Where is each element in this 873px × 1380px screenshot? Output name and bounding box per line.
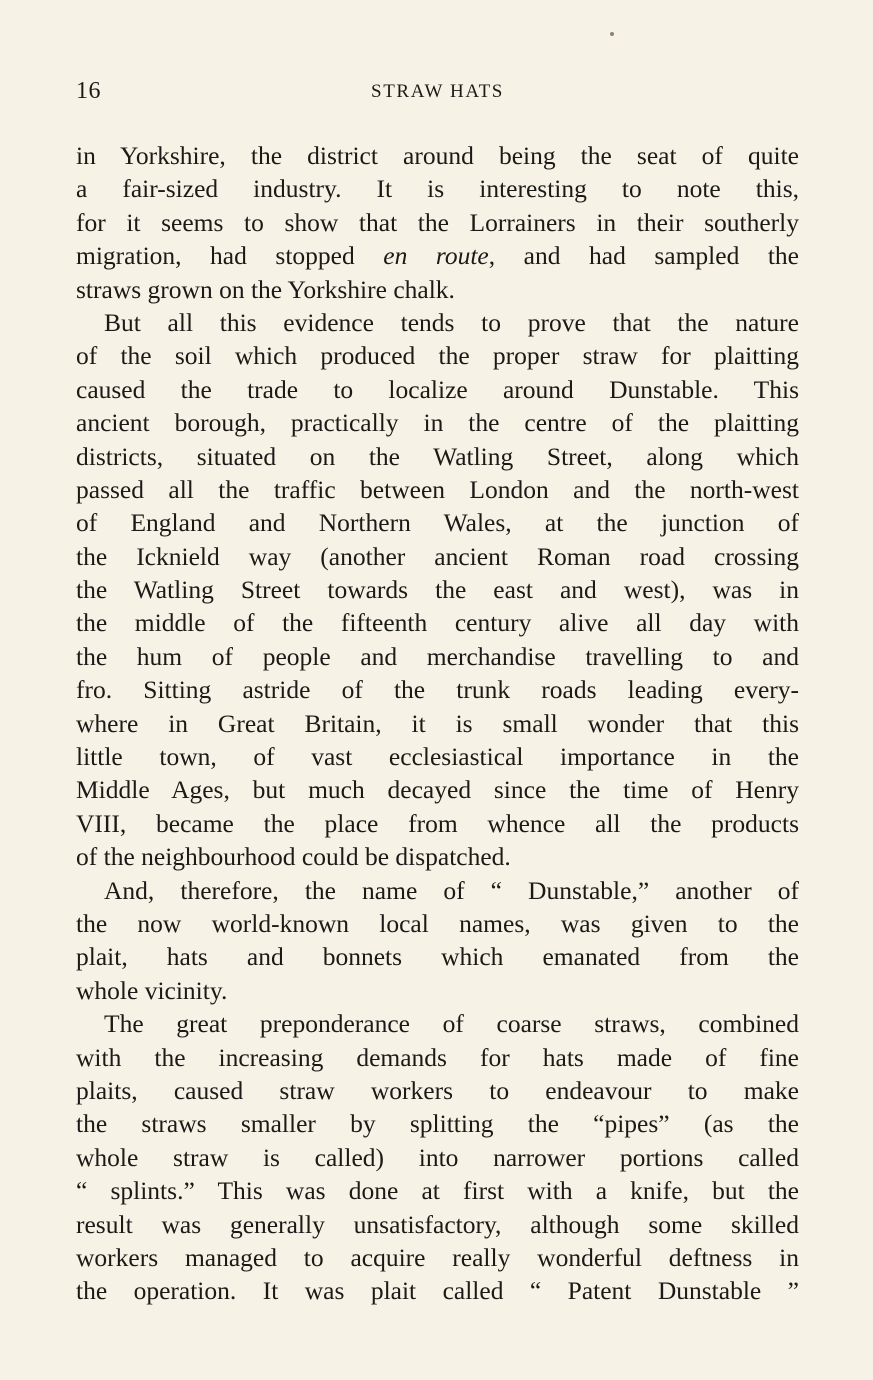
body-text <box>76 139 799 1308</box>
text-line: fro. Sitting astride of the trunk roads leading every- <box>76 675 799 705</box>
text-line: the straws smaller by splitting the “pipes” (as the <box>76 1109 799 1139</box>
italic-phrase: en route <box>383 241 489 271</box>
text-line: with the increasing demands for hats made of fine <box>76 1042 799 1072</box>
text-line: of the soil which produced the proper straw for plaitting <box>76 341 799 371</box>
text-line: the now world-known local names, was given to the <box>76 908 799 938</box>
text-line: the middle of the fifteenth century alive all day with <box>76 608 799 638</box>
text-line: a fair-sized industry. It is interesting to note this, <box>76 174 799 204</box>
text-line: of England and Northern Wales, at the junction of <box>76 508 799 538</box>
text-line: “ splints.” This was done at first with a knife, but the <box>76 1176 799 1206</box>
text-line: result was generally unsatisfactory, although some skilled <box>76 1209 799 1239</box>
text-line: for it seems to show that the Lorrainers in their southerly <box>76 207 799 237</box>
page-number: 16 <box>76 78 101 104</box>
text-line: But all this evidence tends to prove that the nature <box>104 307 799 337</box>
text-line: Middle Ages, but much decayed since the time of Henry <box>76 775 799 805</box>
text-line: plaits, caused straw workers to endeavour to make <box>76 1075 799 1105</box>
text-line: whole straw is called) into narrower portions called <box>76 1142 799 1172</box>
text-line: of the neighbourhood could be dispatched. <box>76 842 511 872</box>
text-line: the hum of people and merchandise travelling to and <box>76 641 799 671</box>
text-line: VIII, became the place from whence all the products <box>76 808 799 838</box>
text-line: straws grown on the Yorkshire chalk. <box>76 274 455 304</box>
text-line: ancient borough, practically in the centre of the plaitting <box>76 408 799 438</box>
text-line: districts, situated on the Watling Street, along which <box>76 441 799 471</box>
paper-speck <box>610 32 614 36</box>
text-line: workers managed to acquire really wonderful deftness in <box>76 1242 799 1272</box>
text-line: the Watling Street towards the east and west), was in <box>76 575 799 605</box>
text-line: in Yorkshire, the district around being the seat of quite <box>76 141 799 170</box>
text-line: plait, hats and bonnets which emanated from the <box>76 942 799 972</box>
text-line: caused the trade to localize around Dunstable. This <box>76 374 799 404</box>
text-line: And, therefore, the name of “ Dunstable,” another of <box>104 875 799 905</box>
text-line: passed all the traffic between London and the north-west <box>76 474 799 504</box>
text-line: whole vicinity. <box>76 975 228 1005</box>
text-line: the operation. It was plait called “ Patent Dunstable ” <box>76 1276 799 1306</box>
running-title: STRAW HATS <box>371 81 504 102</box>
text-line: the Icknield way (another ancient Roman road crossing <box>76 541 799 571</box>
text-line: migration, had stopped en route, and had sampled the <box>76 241 799 271</box>
text-line: little town, of vast ecclesiastical importance in the <box>76 742 799 772</box>
running-head <box>76 78 799 106</box>
text-line: The great preponderance of coarse straws, combined <box>104 1009 799 1039</box>
text-line: where in Great Britain, it is small wonder that this <box>76 708 799 738</box>
